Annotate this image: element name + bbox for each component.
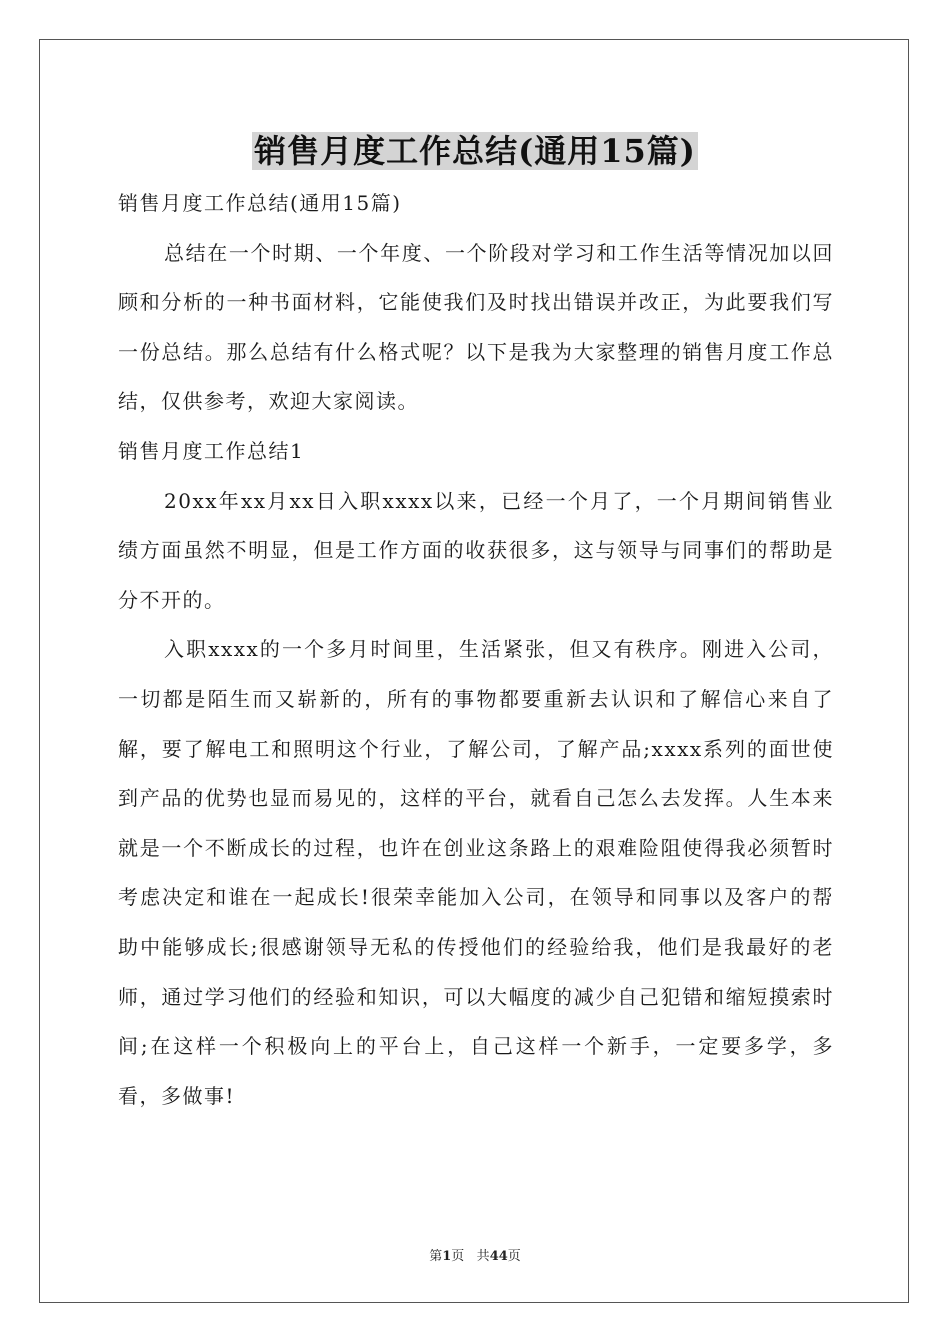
total-prefix: 共 [476, 1249, 490, 1264]
total-suffix: 页 [507, 1249, 521, 1264]
paragraph: 销售月度工作总结(通用15篇) [118, 191, 402, 215]
document-body [118, 179, 834, 1121]
page-number: 1 [442, 1249, 452, 1264]
page-footer [0, 1245, 950, 1264]
document-title-text: 销售月度工作总结(通用15篇) [254, 132, 696, 170]
page-suffix: 页 [451, 1249, 465, 1264]
paragraph: 入职xxxx的一个多月时间里，生活紧张，但又有秩序。刚进入公司，一切都是陌生而又崭新的，所有的事物都要重新去认识和了解信心来自了解，要了解电工和照明这个行业，了解公司，了解产品;xxxx系列的面世使到产品的优势也显而易见的，这样的平台，就看自己怎么去发挥。人生本来就是一个不断成长的过程，也许在创业这条路上的艰难险阻使得我必须暂时考虑决定和谁在一起成长!很荣幸能加入公司，在领导和同事以及客户的帮助中能够成长;很感谢领导无私的传授他们的经验给我，他们是我最好的老师，通过学习他们的经验和知识，可以大幅度的减少自己犯错和缩短摸索时间;在这样一个积极向上的平台上，自己这样一个新手，一定要多学，多看，多做事! [118, 637, 834, 1108]
page-prefix: 第 [429, 1249, 443, 1264]
total-pages: 44 [489, 1249, 508, 1264]
paragraph: 总结在一个时期、一个年度、一个阶段对学习和工作生活等情况加以回顾和分析的一种书面材料，它能使我们及时找出错误并改正，为此要我们写一份总结。那么总结有什么格式呢？以下是我为大家整理的销售月度工作总结，仅供参考，欢迎大家阅读。 [118, 240, 834, 414]
paragraph: 20xx年xx月xx日入职xxxx以来，已经一个月了，一个月期间销售业绩方面虽然不明显，但是工作方面的收获很多，这与领导与同事们的帮助是分不开的。 [118, 488, 834, 612]
document-title [0, 126, 950, 172]
section-heading: 销售月度工作总结1 [118, 438, 305, 463]
